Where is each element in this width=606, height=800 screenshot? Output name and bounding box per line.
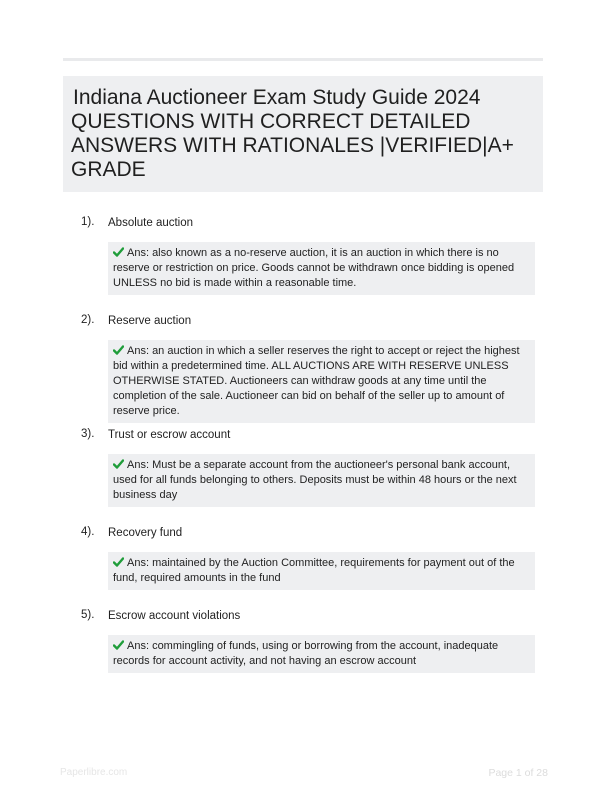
answer-box — [108, 454, 535, 507]
answer-text: Ans: also known as a no-reserve auction, it is an auction in which there is no reserve or restriction on price. Goods cannot be withdrawn once bidding is opened UNLESS no bid is made within a reasonable time. — [113, 247, 515, 289]
top-divider — [63, 58, 543, 61]
footer-watermark: Paperlibre.com — [60, 767, 128, 778]
question-text: Trust or escrow account — [108, 429, 231, 441]
question-number: 3). — [81, 428, 95, 440]
answer-box — [108, 340, 535, 423]
title-line-2: QUESTIONS WITH CORRECT DETAILED — [71, 110, 471, 133]
title-line-4: GRADE — [71, 158, 146, 181]
document-title — [71, 86, 535, 182]
page-number: Page 1 of 28 — [488, 767, 548, 779]
check-icon — [113, 345, 124, 355]
check-icon — [113, 247, 124, 257]
check-icon — [113, 459, 124, 469]
question-text: Absolute auction — [108, 217, 194, 229]
check-icon — [113, 640, 124, 650]
answer-box — [108, 552, 535, 590]
answer-text: Ans: Must be a separate account from the auctioneer's personal bank account, used for all funds belonging to others. Deposits must be within 48 hours or the next business day — [113, 459, 517, 501]
title-line-3: ANSWERS WITH RATIONALES |VERIFIED|A+ — [71, 134, 514, 157]
question-number: 1). — [81, 216, 95, 228]
question-text: Recovery fund — [108, 527, 183, 539]
title-line-1: Indiana Auctioneer Exam Study Guide 2024 — [73, 86, 481, 109]
answer-text: Ans: commingling of funds, using or borrowing from the account, inadequate records for account activity, and not having an escrow account — [113, 640, 499, 667]
answer-text: Ans: an auction in which a seller reserves the right to accept or reject the highest bid within a predetermined time. ALL AUCTIONS ARE WITH RESERVE UNLESS OTHERWISE STATED. Auctioneers can withdraw goods at any time until the completion of the sale. Auctioneer can bid on behalf of the seller up to amount of reserve price. — [113, 345, 520, 417]
title-block — [63, 76, 543, 192]
question-text: Reserve auction — [108, 315, 192, 327]
question-text: Escrow account violations — [108, 610, 241, 622]
question-number: 5). — [81, 609, 95, 621]
answer-box — [108, 635, 535, 673]
question-number: 2). — [81, 314, 95, 326]
answer-text: Ans: maintained by the Auction Committee, requirements for payment out of the fund, required amounts in the fund — [113, 557, 515, 584]
answer-box — [108, 242, 535, 295]
check-icon — [113, 557, 124, 567]
question-number: 4). — [81, 526, 95, 538]
